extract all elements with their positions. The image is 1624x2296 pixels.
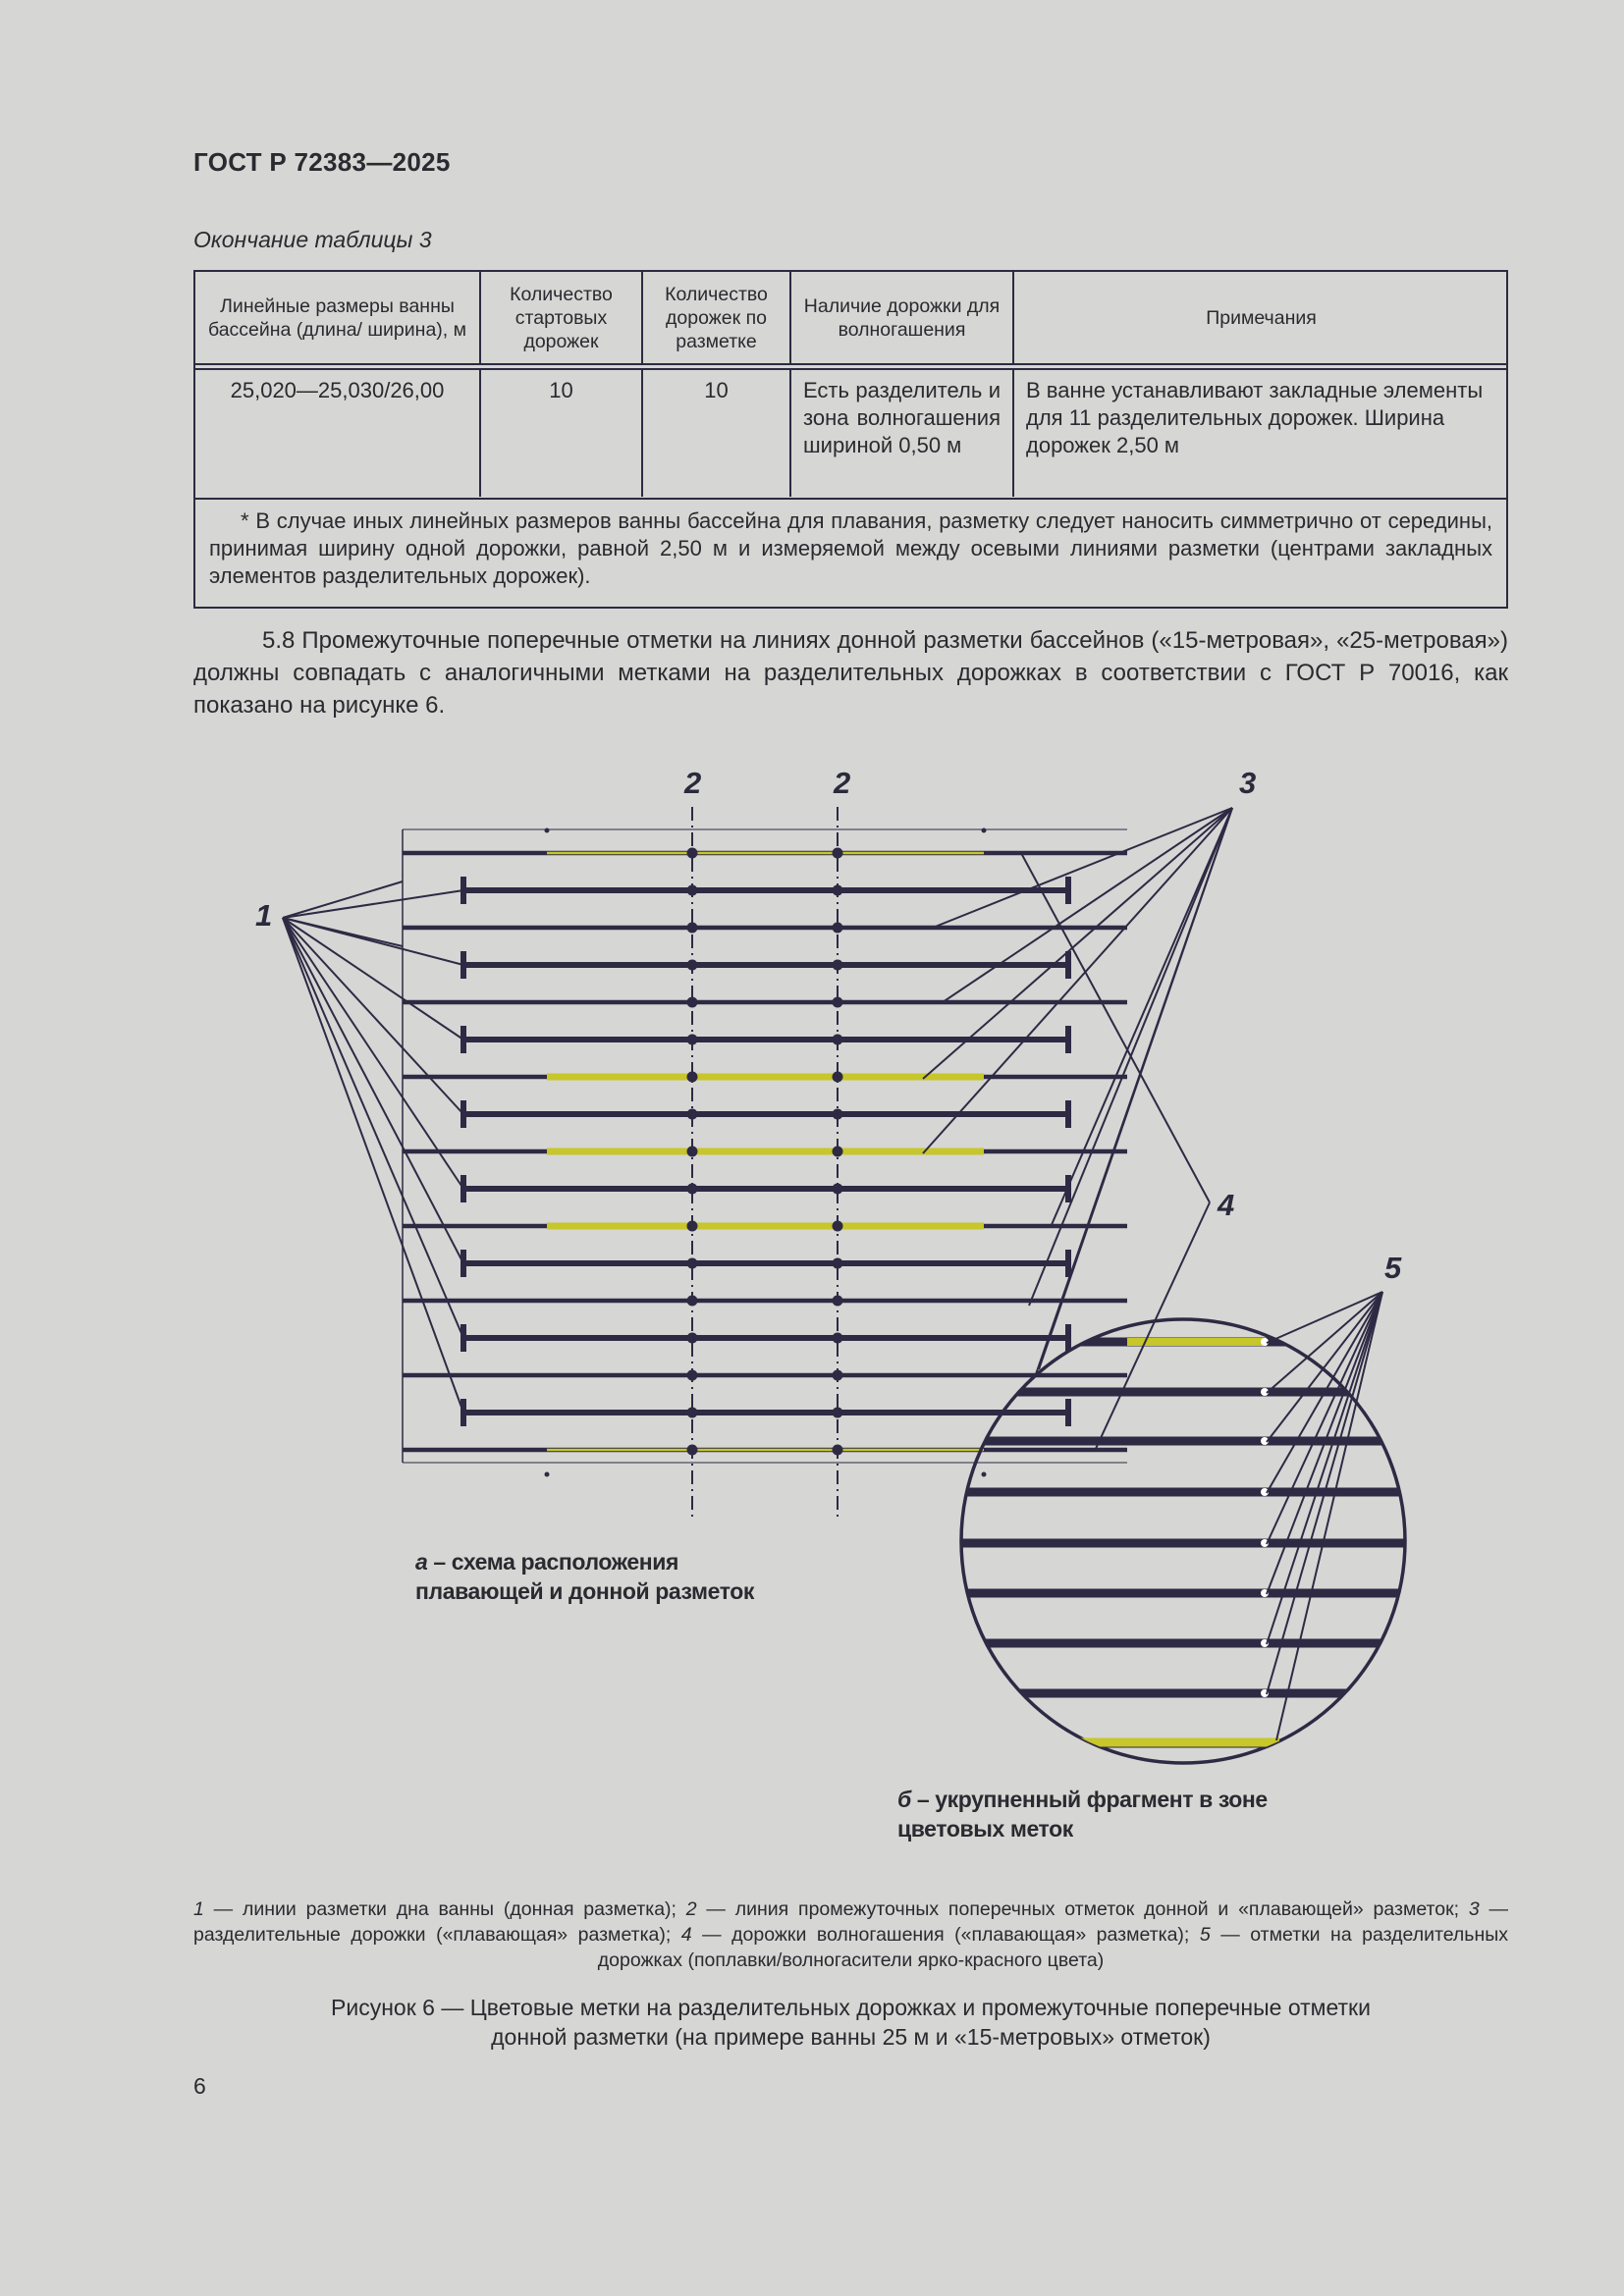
- legend-text-3: — разделительные дорожки («плавающая» разметка);: [193, 1898, 1508, 1946]
- pool-tick: [982, 828, 987, 833]
- transverse-mark-dot: [687, 997, 698, 1008]
- transverse-mark-dot: [833, 1296, 843, 1307]
- callout-3: 3: [1239, 766, 1257, 800]
- transverse-mark-dot: [687, 1445, 698, 1456]
- caption-a-text: – схема расположения: [427, 1549, 678, 1575]
- transverse-mark-dot: [687, 1109, 698, 1120]
- legend-num-1: 1: [193, 1898, 204, 1920]
- pool-tick: [545, 1472, 550, 1477]
- callout-2-right: 2: [834, 766, 851, 800]
- caption-a-letter: а: [415, 1549, 428, 1575]
- transverse-mark-dot: [833, 1035, 843, 1045]
- transverse-mark-dot: [833, 1109, 843, 1120]
- leader-1: [283, 918, 463, 1413]
- transverse-mark-dot: [833, 997, 843, 1008]
- transverse-mark-dot: [833, 1221, 843, 1232]
- legend-text-4: — дорожки волногашения («плавающая» разметка);: [691, 1924, 1200, 1946]
- leader-3: [943, 808, 1232, 1002]
- transverse-mark-dot: [687, 1296, 698, 1307]
- leader-1: [283, 918, 463, 1263]
- cell-size: 25,020—25,030/26,00: [195, 369, 481, 497]
- scheme-b-zoom: [943, 1319, 1414, 1763]
- caption-b-line2: цветовых меток: [897, 1816, 1073, 1842]
- pool-tick: [545, 828, 550, 833]
- transverse-mark-dot: [687, 1035, 698, 1045]
- transverse-mark-dot: [833, 1072, 843, 1083]
- figure-title-line2: донной разметки (на примере ванны 25 м и «15-метровых» отметок): [491, 2024, 1211, 2050]
- figure-legend: [193, 1896, 1508, 1973]
- leader-3: [1051, 808, 1235, 1227]
- column-header-wave-lane: Наличие дорожки для волногашения: [791, 272, 1014, 363]
- column-header-marked-lanes: Количество дорожек по разметке: [643, 272, 791, 363]
- legend-num-2: 2: [685, 1898, 697, 1920]
- transverse-mark-dot: [833, 1408, 843, 1418]
- transverse-mark-dot: [833, 1147, 843, 1157]
- transverse-mark-dot: [687, 1408, 698, 1418]
- callout-2-left: 2: [684, 766, 702, 800]
- paragraph-5-8: 5.8 Промежуточные поперечные отметки на линиях донной разметки бассейнов («15-метровая», «25-метровая») должны совпадать с аналогичными метками на разделительных дорожках в соответствии с ГОСТ Р 70016, как показано на рисунке 6.: [193, 627, 1508, 719]
- transverse-mark-dot: [687, 1258, 698, 1269]
- transverse-mark-dot: [833, 960, 843, 971]
- leader-1: [283, 918, 403, 946]
- legend-text-2: — линия промежуточных поперечных отметок донной и «плавающей» разметок;: [696, 1898, 1469, 1920]
- pool-tick: [982, 1472, 987, 1477]
- transverse-mark-dot: [833, 1184, 843, 1195]
- leader-1: [283, 890, 463, 918]
- transverse-mark-dot: [687, 1221, 698, 1232]
- legend-num-5: 5: [1199, 1924, 1211, 1946]
- transverse-mark-dot: [687, 1333, 698, 1344]
- transverse-mark-dot: [687, 885, 698, 896]
- transverse-mark-dot: [833, 1333, 843, 1344]
- column-header-starting-lanes: Количество стартовых дорожек: [481, 272, 643, 363]
- cell-notes: В ванне устанавливают закладные элементы для 11 разделительных дорожек. Ширина дорожек 2,50 м: [1026, 378, 1484, 457]
- legend-text-5: — отметки на разделительных дорожках (поплавки/волногасители ярко-красного цвета): [597, 1924, 1508, 1971]
- leader-1: [283, 918, 463, 1114]
- transverse-mark-dot: [687, 1147, 698, 1157]
- transverse-mark-dot: [687, 1184, 698, 1195]
- legend-num-3: 3: [1468, 1898, 1480, 1920]
- legend-text-1: — линии разметки дна ванны (донная разметка);: [203, 1898, 686, 1920]
- leader-4: [1095, 1202, 1210, 1451]
- caption-a-line2: плавающей и донной разметок: [415, 1578, 755, 1604]
- transverse-mark-dot: [687, 1370, 698, 1381]
- transverse-mark-dot: [833, 848, 843, 859]
- transverse-mark-dot: [687, 1072, 698, 1083]
- transverse-mark-dot: [687, 923, 698, 934]
- leader-1: [283, 918, 463, 1338]
- caption-b-letter: б: [897, 1787, 911, 1812]
- figure-6-diagram: [0, 746, 1624, 1845]
- table-footnote: * В случае иных линейных размеров ванны бассейна для плавания, разметку следует наносить симметрично от середины, принимая ширину одной дорожки, равной 2,50 м и измеряемой между осевыми линиями разметки (центрами закладных элементов разделительных дорожек).: [209, 508, 1492, 588]
- callout-4: 4: [1218, 1188, 1235, 1222]
- transverse-mark-dot: [687, 848, 698, 859]
- scheme-a-plan: [403, 807, 1127, 1520]
- callout-5: 5: [1384, 1251, 1402, 1285]
- cell-starting-lanes: 10: [481, 369, 643, 497]
- cell-wave-lane: Есть разделитель и зона волногашения шириной 0,50 м: [791, 369, 1014, 497]
- caption-b: [897, 1785, 1268, 1843]
- transverse-mark-dot: [833, 885, 843, 896]
- document-header: ГОСТ Р 72383—2025: [193, 147, 451, 177]
- column-header-notes: Примечания: [1206, 306, 1317, 329]
- transverse-mark-dot: [833, 1445, 843, 1456]
- caption-a: [415, 1547, 754, 1606]
- column-header-size: Линейные размеры ванны бассейна (длина/ ширина), м: [195, 272, 481, 363]
- table-3-end: [193, 270, 1508, 609]
- figure-title-line1: Рисунок 6 — Цветовые метки на разделительных дорожках и промежуточные поперечные отметки: [331, 1995, 1371, 2020]
- transverse-mark-dot: [833, 1258, 843, 1269]
- page-number: 6: [193, 2073, 206, 2099]
- cell-marked-lanes: 10: [643, 369, 791, 497]
- caption-b-text: – укрупненный фрагмент в зоне: [910, 1787, 1268, 1812]
- figure-title: [193, 1993, 1508, 2052]
- leader-1: [283, 881, 403, 918]
- transverse-mark-dot: [833, 923, 843, 934]
- leader-3: [923, 808, 1232, 1153]
- legend-num-4: 4: [680, 1924, 692, 1946]
- transverse-mark-dot: [687, 960, 698, 971]
- header-divider: [195, 363, 1506, 365]
- table-caption: Окончание таблицы 3: [193, 227, 432, 252]
- callout-1: 1: [255, 898, 273, 933]
- transverse-mark-dot: [833, 1370, 843, 1381]
